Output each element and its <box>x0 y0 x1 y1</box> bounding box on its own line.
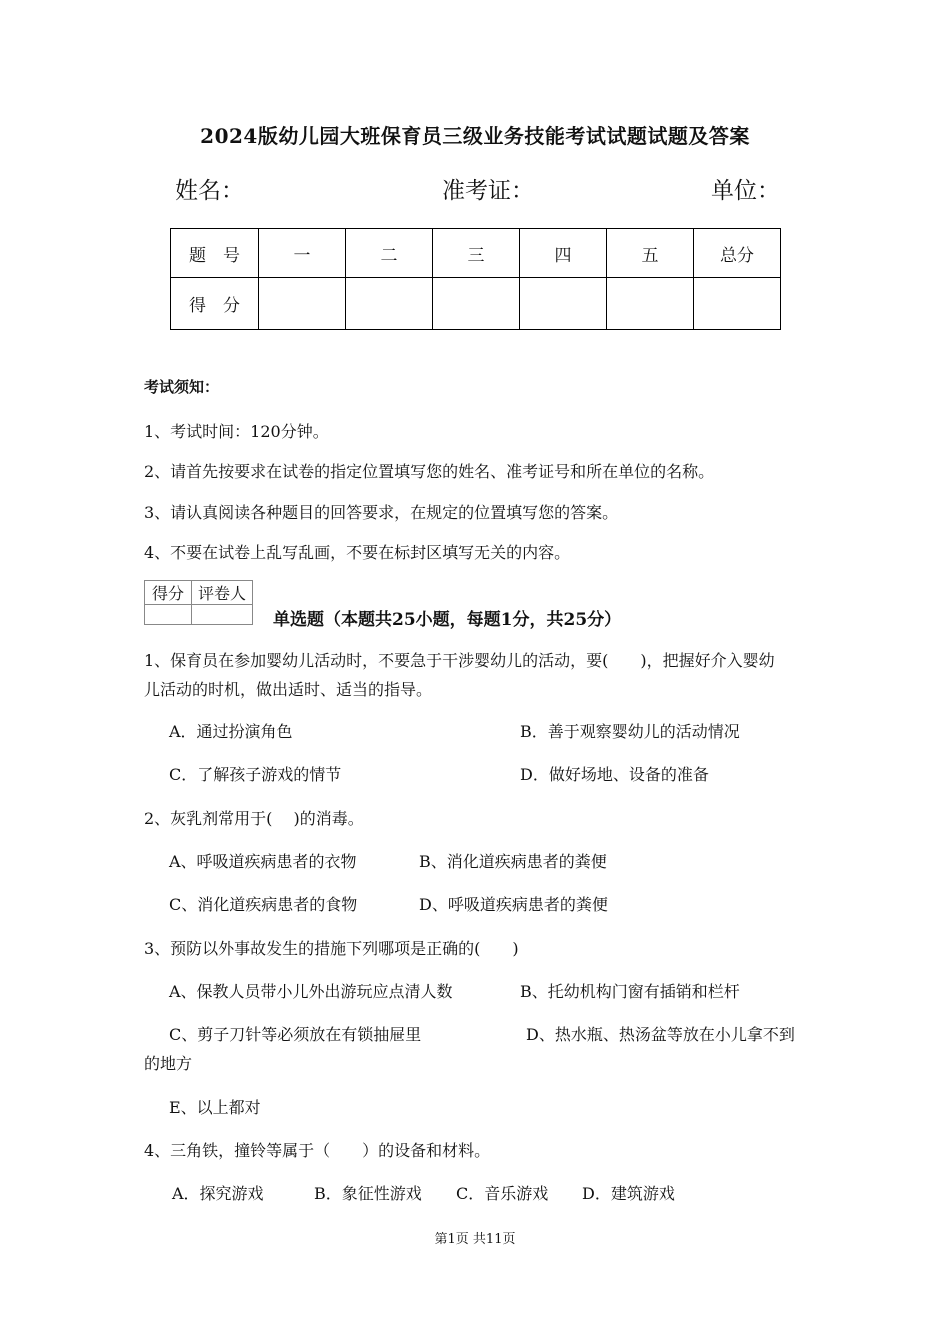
score-cell-4 <box>520 278 607 330</box>
score-row-label: 得 分 <box>171 278 259 330</box>
score-header-total: 总分 <box>694 229 781 278</box>
notice-item-2: 2、请首先按要求在试卷的指定位置填写您的姓名、准考证号和所在单位的名称。 <box>144 462 715 481</box>
question-4-stem: 4、三角铁，撞铃等属于（ ）的设备和材料。 <box>144 1141 491 1160</box>
score-cell-1 <box>259 278 346 330</box>
grader-box <box>144 580 253 625</box>
score-header-4: 四 <box>520 229 607 278</box>
grader-box-grader-cell <box>192 605 253 625</box>
question-3-option-d-continued: 的地方 <box>144 1054 193 1073</box>
question-3-option-a: A、保教人员带小儿外出游玩应点清人数 <box>169 982 453 1001</box>
question-4-option-d: D．建筑游戏 <box>582 1184 675 1203</box>
notice-item-3: 3、请认真阅读各种题目的回答要求，在规定的位置填写您的答案。 <box>144 503 619 522</box>
score-header-5: 五 <box>607 229 694 278</box>
question-2-option-d: D、呼吸道疾病患者的粪便 <box>419 895 608 914</box>
question-2-option-a: A、呼吸道疾病患者的衣物 <box>169 852 357 871</box>
notice-item-1: 1、考试时间：120分钟。 <box>144 422 329 441</box>
question-3-option-d: D、热水瓶、热汤盆等放在小儿拿不到 <box>526 1025 795 1044</box>
question-4-option-b: B．象征性游戏 <box>314 1184 422 1203</box>
question-1-option-a: A．通过扮演角色 <box>169 722 293 741</box>
score-table <box>170 228 781 330</box>
question-1-option-d: D．做好场地、设备的准备 <box>520 765 709 784</box>
question-4-option-c: C．音乐游戏 <box>456 1184 549 1203</box>
page-footer: 第1页 共11页 <box>434 1232 516 1247</box>
question-3-stem: 3、预防以外事故发生的措施下列哪项是正确的( ) <box>144 939 519 958</box>
score-header-question-number: 题 号 <box>171 229 259 278</box>
name-field-label: 姓名： <box>175 178 244 204</box>
question-2-option-c: C、消化道疾病患者的食物 <box>169 895 358 914</box>
score-cell-5 <box>607 278 694 330</box>
question-3-option-c: C、剪子刀针等必须放在有锁抽屉里 <box>169 1025 422 1044</box>
question-2-stem: 2、灰乳剂常用于( )的消毒。 <box>144 809 364 828</box>
grader-box-score-label: 得分 <box>145 581 192 605</box>
exam-id-field-label: 准考证： <box>442 178 534 204</box>
score-cell-2 <box>346 278 433 330</box>
score-cell-total <box>694 278 781 330</box>
question-1-stem-line-1: 1、保育员在参加婴幼儿活动时，不要急于干涉婴幼儿的活动，要( )，把握好介入婴幼 <box>144 651 775 670</box>
score-header-2: 二 <box>346 229 433 278</box>
score-header-3: 三 <box>433 229 520 278</box>
question-1-option-b: B．善于观察婴幼儿的活动情况 <box>520 722 740 741</box>
document-title: 2024版幼儿园大班保育员三级业务技能考试试题试题及答案 <box>200 124 750 148</box>
score-cell-3 <box>433 278 520 330</box>
question-2-option-b: B、消化道疾病患者的粪便 <box>419 852 607 871</box>
notice-item-4: 4、不要在试卷上乱写乱画，不要在标封区填写无关的内容。 <box>144 543 571 562</box>
grader-box-score-cell <box>145 605 192 625</box>
question-1-option-c: C．了解孩子游戏的情节 <box>169 765 342 784</box>
unit-field-label: 单位： <box>711 178 780 204</box>
score-header-1: 一 <box>259 229 346 278</box>
notice-heading: 考试须知： <box>144 378 220 396</box>
question-3-option-e: E、以上都对 <box>169 1098 261 1117</box>
question-1-stem-line-2: 儿活动的时机，做出适时、适当的指导。 <box>144 680 433 699</box>
score-table-header-row <box>171 229 781 278</box>
question-4-option-a: A．探究游戏 <box>172 1184 264 1203</box>
score-table-score-row <box>171 278 781 330</box>
question-3-option-b: B、托幼机构门窗有插销和栏杆 <box>520 982 740 1001</box>
grader-box-grader-label: 评卷人 <box>192 581 253 605</box>
section-title: 单选题（本题共25小题，每题1分，共25分） <box>273 610 622 630</box>
